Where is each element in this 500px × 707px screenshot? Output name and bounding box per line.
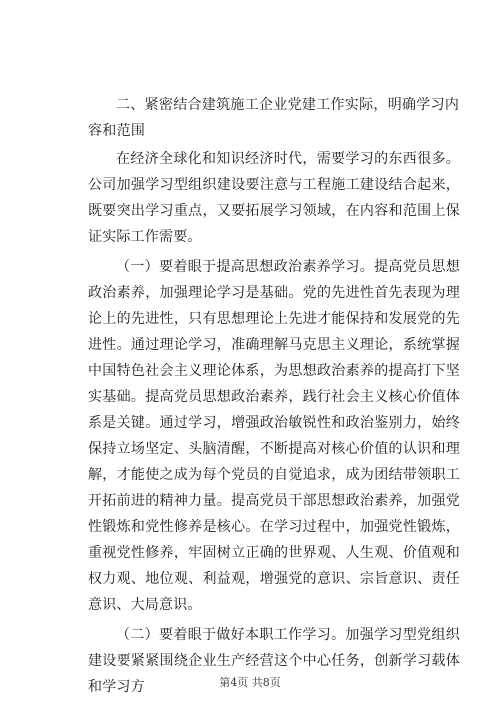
section-heading: 二、紧密结合建筑施工企业党建工作实际，明确学习内容和范围 — [88, 97, 460, 139]
paragraph-intro: 在经济全球化和知识经济时代，需要学习的东西很多。公司加强学习型组织建设要注意与工程施工建设结合起来，既要突出学习重点，又要拓展学习领域，在内容和范围上保证实际工作需要。 — [88, 151, 460, 245]
paragraph-political-literacy: （一）要着眼于提高思想政治素养学习。提高党员思想政治素养，加强理论学习是基础。党的先进性首先表现为理论上的先进性，只有思想理论上先进才能保持和发展党的先进性。通过理论学习，准确理解马克思主义理论，系统掌握中国特色社会主义理论体系，为思想政治素养的提高打下坚实基础。提高党员思想政治素养，践行社会主义核心价值体系是关键。通过学习，增强政治敏锐性和政治鉴别力，始终保持立场坚定、头脑清醒，不断提高对核心价值的认识和理解，才能使之成为每个党员的自觉追求，成为团结带领职工开拓前进的精神力量。提高党员干部思想政治素养，加强党性锻炼和党性修养是核心。在学习过程中，加强党性锻炼，重视党性修养，牢固树立正确的世界观、人生观、价值观和权力观、地位观、利益观，增强党的意识、宗旨意识、责任意识、大局意识。 — [88, 259, 460, 613]
paragraph-work-study: （二）要着眼于做好本职工作学习。加强学习型党组织建设要紧紧围绕企业生产经营这个中心任务，创新学习载体和学习方 — [88, 627, 460, 695]
page-number: 第4页 共8页 — [219, 676, 281, 689]
document-body — [88, 92, 460, 700]
